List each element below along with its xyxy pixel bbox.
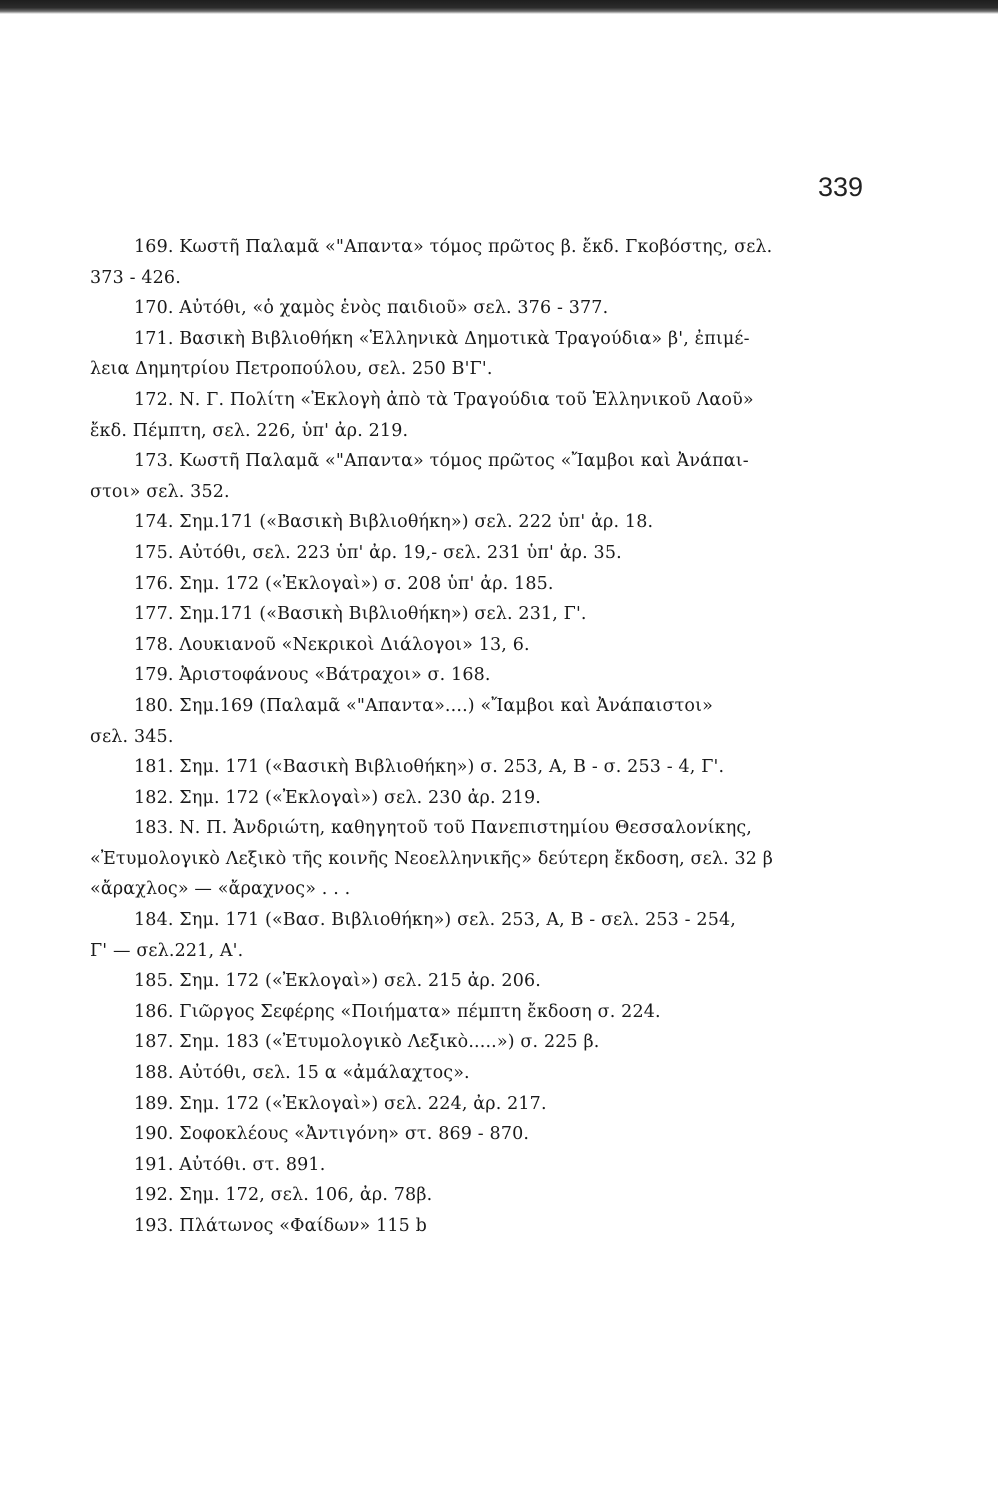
endnote-number: 179. [134,665,174,686]
endnote-number: 175. [134,542,174,563]
endnote-text: Κωστῆ Παλαμᾶ «"Απαντα» τόμος πρῶτος «Ἴαμβοι καὶ Ἀνάπαι- [179,451,749,472]
endnote [134,752,854,783]
endnote [134,660,854,691]
endnote [90,813,854,905]
endnote-text: Αὐτόθι, «ὁ χαμὸς ἑνὸς παιδιοῦ» σελ. 376 - 377. [179,298,609,319]
endnote [134,966,854,997]
endnote-number: 177. [134,604,174,625]
endnote [134,538,854,569]
endnote-continuation-line: 373 - 426. [90,267,181,288]
endnote-first-line [134,232,854,263]
endnote [134,569,854,600]
endnote-text: Σημ. 172, σελ. 106, ἀρ. 78β. [179,1185,433,1206]
endnote-text: Γιῶργος Σεφέρης «Ποιήματα» πέμπτη ἔκδοση σ. 224. [179,1001,661,1022]
endnote-first-line [134,1027,854,1058]
endnote-first-line [134,385,854,416]
endnote-number: 172. [134,389,174,410]
endnote-text: Ἀριστοφάνους «Βάτραχοι» σ. 168. [179,665,491,686]
endnote-first-line [134,507,854,538]
endnote-number: 184. [134,910,174,931]
endnote-number: 180. [134,695,174,716]
endnote-first-line [134,752,854,783]
endnote-number: 186. [134,1001,174,1022]
endnote-first-line [134,691,854,722]
endnote [90,691,854,752]
endnote-number: 176. [134,573,174,594]
endnote-number: 187. [134,1032,174,1053]
endnote [134,1180,854,1211]
endnote [90,324,854,385]
endnote-number: 189. [134,1093,174,1114]
endnote-continuation-line: ἔκδ. Πέμπτη, σελ. 226, ὑπ' ἀρ. 219. [90,420,409,441]
endnote [134,783,854,814]
endnote-first-line [134,813,854,844]
endnote-number: 181. [134,757,174,778]
endnote-text: Σημ. 183 («Ἐτυμολογικὸ Λεξικὸ.....») σ. 225 β. [179,1032,600,1053]
endnote-text: Σημ. 172 («Ἐκλογαὶ») σελ. 230 ἀρ. 219. [179,787,541,808]
endnote-text: Ν. Γ. Πολίτη «Ἐκλογὴ ἀπὸ τὰ Τραγούδια τοῦ Ἑλληνικοῦ Λαοῦ» [179,389,754,410]
endnote [134,1211,854,1242]
endnote-continuation-line: «Ἐτυμολογικὸ Λεξικὸ τῆς κοινῆς Νεοελληνικῆς» δεύτερη ἔκδοση, σελ. 32 β [90,848,774,869]
endnote-text: Σημ.169 (Παλαμᾶ «"Απαντα»....) «Ἴαμβοι καὶ Ἀνάπαιστοι» [179,695,713,716]
endnote-text: Κωστῆ Παλαμᾶ «"Απαντα» τόμος πρῶτος β. ἔκδ. Γκοβόστης, σελ. [179,237,773,257]
endnote-continuation-line: «ἄραχλος» — «ἄραχνος» . . . [90,879,351,900]
page-number: 339 [817,172,863,202]
endnote-number: 190. [134,1124,174,1145]
endnote-text: Πλάτωνος «Φαίδων» 115 b [179,1216,428,1236]
endnote-continuation-line: στοι» σελ. 352. [90,481,230,502]
endnote-text: Σημ. 171 («Βασ. Βιβλιοθήκη») σελ. 253, Α, Β - σελ. 253 - 254, [179,910,736,931]
endnote-first-line [134,569,854,600]
endnote [90,905,854,966]
endnote-first-line [134,324,854,355]
endnote [134,1150,854,1181]
endnote-text: Σημ. 172 («Ἐκλογαὶ») σ. 208 ὑπ' ἀρ. 185. [179,573,554,594]
endnote-number: 169. [134,237,174,257]
endnote-number: 183. [134,818,174,839]
endnote-text: Σοφοκλέους «Ἀντιγόνη» στ. 869 - 870. [179,1124,530,1145]
endnote [90,232,854,293]
endnote [134,1058,854,1089]
endnote-number: 193. [134,1216,174,1236]
endnote-first-line [134,997,854,1028]
endnote [134,1027,854,1058]
endnote-first-line [134,538,854,569]
endnote-text: Αὐτόθι, σελ. 223 ὑπ' ἀρ. 19,- σελ. 231 ὑπ' ἀρ. 35. [179,542,622,563]
endnote-first-line [134,630,854,661]
endnote-number: 178. [134,634,174,655]
endnote [134,997,854,1028]
endnote-first-line [134,293,854,324]
scan-top-edge [0,0,998,14]
endnote-text: Αὐτόθι, σελ. 15 α «ἀμάλαχτος». [179,1063,470,1084]
endnote-first-line [134,1058,854,1089]
endnote [134,293,854,324]
endnote-number: 192. [134,1185,174,1206]
endnote-first-line [134,966,854,997]
endnote-text: Αὐτόθι. στ. 891. [179,1154,326,1175]
endnote-number: 171. [134,328,174,349]
endnote-number: 185. [134,971,174,992]
endnote [134,507,854,538]
endnote-first-line [134,599,854,630]
endnote [134,1089,854,1120]
endnote-text: Σημ. 171 («Βασικὴ Βιβλιοθήκη») σ. 253, Α, Β - σ. 253 - 4, Γ'. [179,757,725,778]
endnote-first-line [134,905,854,936]
endnote-text: Βασικὴ Βιβλιοθήκη «Ἑλληνικὰ Δημοτικὰ Τραγούδια» β', ἐπιμέ- [179,328,750,349]
endnote-number: 174. [134,512,174,533]
endnote-text: Ν. Π. Ἀνδριώτη, καθηγητοῦ τοῦ Πανεπιστημίου Θεσσαλονίκης, [179,818,753,839]
endnotes-list [90,232,854,1242]
endnote-continuation-line: Γ' — σελ.221, Α'. [90,940,244,961]
endnote-first-line [134,660,854,691]
endnote-first-line [134,1089,854,1120]
endnote-number: 182. [134,787,174,808]
endnote [90,446,854,507]
endnote-first-line [134,1180,854,1211]
endnote-number: 188. [134,1063,174,1084]
endnote [90,385,854,446]
endnote-first-line [134,783,854,814]
endnote-text: Λουκιανοῦ «Νεκρικοὶ Διάλογοι» 13, 6. [179,634,530,655]
endnote-first-line [134,1211,854,1242]
endnote [134,630,854,661]
endnote [134,599,854,630]
endnote-first-line [134,1119,854,1150]
endnote-first-line [134,1150,854,1181]
endnote-text: Σημ. 172 («Ἐκλογαὶ») σελ. 224, ἀρ. 217. [179,1093,547,1114]
endnote-continuation-line: σελ. 345. [90,726,174,747]
endnote-number: 170. [134,298,174,319]
endnote-number: 191. [134,1154,174,1175]
endnote-number: 173. [134,451,174,472]
endnote-continuation-line: λεια Δημητρίου Πετροπούλου, σελ. 250 Β'Γ'. [90,359,493,380]
endnote [134,1119,854,1150]
endnote-text: Σημ.171 («Βασικὴ Βιβλιοθήκη») σελ. 231, Γ'. [179,604,587,625]
endnote-text: Σημ. 172 («Ἐκλογαὶ») σελ. 215 ἀρ. 206. [179,971,541,992]
endnote-first-line [134,446,854,477]
endnote-text: Σημ.171 («Βασικὴ Βιβλιοθήκη») σελ. 222 ὑπ' ἀρ. 18. [179,512,654,533]
